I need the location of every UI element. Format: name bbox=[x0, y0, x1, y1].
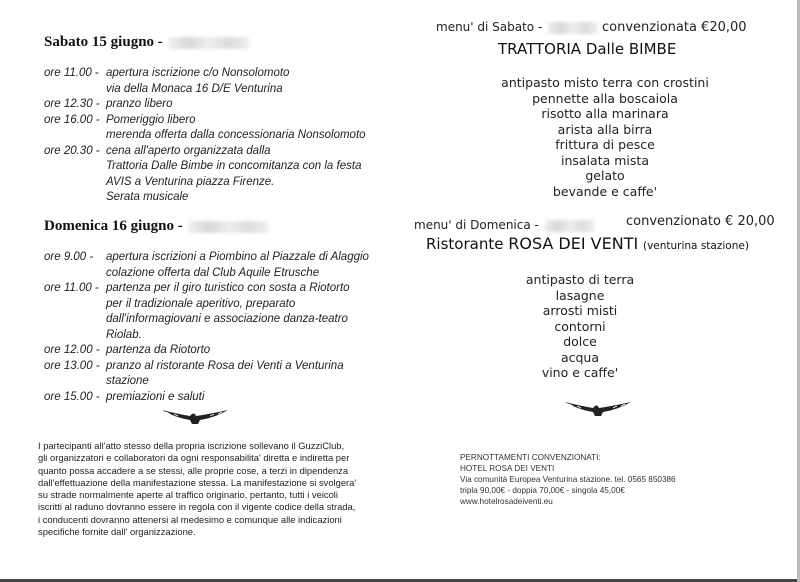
schedule-desc: cena all'aperto organizzata dalla bbox=[106, 144, 271, 157]
hotel-line: tripla 90,00€ - doppia 70,00€ - singola 45,00€ bbox=[460, 486, 625, 495]
restaurant-prefix: Ristorante bbox=[426, 235, 504, 253]
schedule-desc: per il tradizionale aperitivo, preparato bbox=[106, 297, 296, 310]
redacted-mark bbox=[548, 22, 598, 34]
schedule-desc: pranzo al ristorante Rosa dei Venti a Venturina bbox=[106, 359, 344, 372]
dish: arrosti misti bbox=[542, 303, 618, 318]
dish: risotto alla marinara bbox=[541, 106, 669, 121]
hotel-line: PERNOTTAMENTI CONVENZIONATI: bbox=[460, 453, 601, 462]
redacted-mark bbox=[189, 221, 269, 233]
schedule-time: ore 9.00 - bbox=[44, 251, 94, 263]
schedule-desc: apertura iscrizioni a Piombino al Piazzale di Alaggio bbox=[106, 251, 369, 263]
restaurant-note: (venturina stazione) bbox=[642, 240, 749, 252]
eagle-emblem-icon bbox=[160, 402, 230, 426]
disclaimer-line: gli organizzatori e collaboratori da ogni responsabilita' diretta e indiretta per bbox=[38, 452, 350, 464]
schedule-item bbox=[44, 343, 369, 359]
schedule-desc: Serata musicale bbox=[106, 191, 189, 203]
schedule-desc: colazione offerta dal Club Aquile Etrusche bbox=[106, 266, 320, 279]
redacted-mark bbox=[169, 37, 249, 49]
disclaimer-line: I partecipanti all'atto stesso della propria iscrizione sollevano il GuzziClub, bbox=[38, 440, 345, 451]
schedule-desc: apertura iscrizione c/o Nonsolomoto bbox=[106, 67, 290, 79]
eagle-emblem-icon bbox=[563, 394, 633, 418]
disclaimer-text bbox=[38, 440, 356, 538]
schedule-time: ore 11.00 - bbox=[44, 67, 99, 79]
schedule-item bbox=[44, 97, 366, 113]
schedule-desc: partenza da Riotorto bbox=[106, 344, 211, 356]
dish: contorni bbox=[554, 318, 606, 334]
schedule-item bbox=[44, 66, 366, 82]
dish: dolce bbox=[563, 334, 597, 349]
saturday-heading-text: Sabato 15 giugno - bbox=[44, 34, 163, 50]
dish: gelato bbox=[585, 168, 625, 183]
dish: antipasto di terra bbox=[525, 272, 635, 287]
sunday-schedule bbox=[44, 250, 369, 405]
schedule-item bbox=[44, 359, 369, 375]
schedule-time: ore 11.00 - bbox=[44, 282, 99, 294]
schedule-desc: Pomeriggio libero bbox=[106, 113, 196, 126]
hotel-line: Via comunità Europea Venturina stazione. tel. 0565 850386 bbox=[460, 475, 676, 484]
sunday-dishes bbox=[480, 272, 680, 381]
disclaimer-line: iscritti al raduno dovranno essere in regola con il vigente codice della strada, bbox=[38, 501, 356, 513]
redacted-mark bbox=[545, 220, 595, 232]
sunday-menu-header bbox=[414, 214, 784, 232]
saturday-menu-header bbox=[436, 20, 776, 34]
dish: arista alla birra bbox=[557, 121, 653, 137]
menu-label: menu' di Sabato - bbox=[436, 20, 543, 34]
schedule-time: ore 16.00 - bbox=[44, 113, 100, 126]
disclaimer-line: dall'effettuazione della manifestazione stessa. La manifestazione si svolgera' bbox=[38, 476, 357, 488]
schedule-desc: via della Monaca 16 D/E Venturina bbox=[106, 82, 283, 95]
schedule-desc: Trattoria Dalle Bimbe in concomitanza con la festa bbox=[106, 160, 362, 172]
schedule-desc: stazione bbox=[106, 375, 149, 387]
menu-price: convenzionato € 20,00 bbox=[626, 214, 775, 229]
saturday-dishes bbox=[470, 75, 740, 199]
saturday-restaurant: TRATTORIA Dalle BIMBE bbox=[498, 40, 677, 58]
disclaimer-line: quanto possa accadere a se stessi, alle proprie cose, a terzi in dipendenza bbox=[38, 464, 349, 476]
disclaimer-line: su strade normalmente aperte al traffico originario, pertanto, tutti i veicoli bbox=[38, 489, 338, 501]
schedule-desc: Riolab. bbox=[106, 328, 142, 341]
schedule-desc: merenda offerta dalla concessionaria Nonsolomoto bbox=[106, 129, 366, 141]
hotel-line: HOTEL ROSA DEI VENTI bbox=[460, 464, 555, 473]
hotel-info bbox=[460, 452, 676, 507]
schedule-desc: AVIS a Venturina piazza Firenze. bbox=[106, 175, 275, 188]
saturday-schedule bbox=[44, 66, 366, 206]
menu-price: convenzionata €20,00 bbox=[602, 20, 747, 35]
disclaimer-line: i conducenti dovranno attenersi al medesimo e comunque alle indicazioni bbox=[38, 513, 342, 525]
dish: lasagne bbox=[555, 287, 605, 303]
dish: insalata mista bbox=[561, 152, 649, 168]
sunday-heading bbox=[44, 218, 269, 235]
schedule-item bbox=[44, 281, 369, 297]
schedule-desc: pranzo libero bbox=[106, 98, 173, 110]
dish: antipasto misto terra con crostini bbox=[501, 75, 709, 90]
dish: vino e caffe' bbox=[541, 365, 619, 380]
hotel-line: www.hotelrosadeiventi.eu bbox=[460, 497, 553, 506]
schedule-time: ore 13.00 - bbox=[44, 359, 100, 372]
menu-label: menu' di Domenica - bbox=[414, 218, 539, 232]
disclaimer-line: specifiche fornite dall' organizzazione. bbox=[38, 526, 196, 538]
dish: pennette alla boscaiola bbox=[532, 90, 678, 106]
dish: acqua bbox=[560, 349, 600, 365]
dish: frittura di pesce bbox=[555, 137, 655, 152]
schedule-time: ore 15.00 - bbox=[44, 390, 100, 403]
schedule-time: ore 20.30 - bbox=[44, 144, 100, 157]
schedule-time: ore 12.30 - bbox=[44, 98, 100, 110]
schedule-item bbox=[44, 144, 366, 160]
sunday-heading-text: Domenica 16 giugno - bbox=[44, 218, 183, 234]
schedule-desc: premiazioni e saluti bbox=[106, 390, 205, 403]
saturday-heading bbox=[44, 34, 249, 51]
schedule-item bbox=[44, 250, 369, 266]
schedule-time: ore 12.00 - bbox=[44, 344, 100, 356]
dish: bevande e caffe' bbox=[552, 183, 658, 199]
sunday-restaurant bbox=[426, 234, 749, 253]
schedule-desc: dall'informagiovani e associazione danza-teatro bbox=[106, 313, 348, 325]
restaurant-name: ROSA DEI VENTI bbox=[508, 234, 639, 253]
schedule-desc: partenza per il giro turistico con sosta a Riotorto bbox=[106, 282, 350, 294]
schedule-item bbox=[44, 113, 366, 129]
